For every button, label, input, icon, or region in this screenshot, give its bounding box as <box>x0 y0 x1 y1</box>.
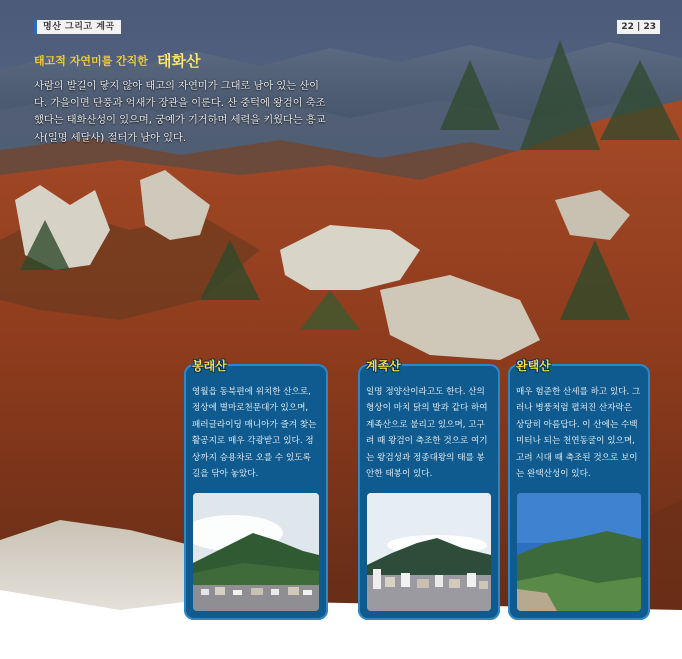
card-line: 정상에 별마로천문대가 있으며, <box>192 403 309 414</box>
card-title: 계족산 <box>366 359 401 373</box>
article-subtitle: 태고적 자연미를 간직한 <box>34 54 148 68</box>
card-line: 활공지로 매우 각광받고 있다. 정 <box>192 436 314 447</box>
card-line: 는 완택산성이 있다. <box>516 469 591 480</box>
card-line: 매우 험준한 산세를 하고 있다. 그 <box>516 387 641 397</box>
intro-line: 다. 가을이면 단풍과 억새가 장관을 이룬다. 산 중턱에 왕검이 축조 <box>34 98 326 110</box>
card-line: 영월읍 동북편에 위치한 산으로, <box>192 387 311 397</box>
card-line: 형상이 마치 닭의 발과 같다 하여 <box>366 403 488 414</box>
article-heading: 태화산 <box>157 52 201 70</box>
mountain-card-bongraesan <box>184 359 328 620</box>
mountain-card-gyejoksan <box>358 359 500 620</box>
card-line: 계족산으로 불리고 있으며, 고구 <box>366 419 485 430</box>
card-line: 상까지 승용차로 오를 수 있도록 <box>192 452 311 463</box>
card-line: 려 때 왕검이 축조한 것으로 여기 <box>366 436 488 447</box>
card-line: 는 왕검성과 정종대왕의 태를 봉 <box>366 452 485 463</box>
card-line: 상당히 아름답다. 이 산에는 수백 <box>516 419 638 430</box>
card-line: 패러글라이딩 매니아가 즐겨 찾는 <box>192 419 317 430</box>
intro-line: 사람의 발길이 닿지 않아 태고의 자연미가 그대로 남아 있는 산이 <box>34 81 320 92</box>
intro-paragraph <box>34 78 352 147</box>
card-line: 일명 정양산이라고도 한다. 산의 <box>366 387 485 397</box>
card-photo <box>517 493 641 611</box>
card-description <box>366 384 492 482</box>
card-line: 고려 시대 때 축조된 것으로 보이 <box>516 452 638 463</box>
card-photo <box>367 493 491 611</box>
card-line: 안한 태봉이 있다. <box>366 469 433 480</box>
article-title <box>34 50 201 71</box>
card-line: 러나 병풍처럼 펼쳐진 산자락은 <box>516 403 633 414</box>
intro-line: 했다는 태화산성이 있으며, 궁예가 기거하며 세력을 키웠다는 흥교 <box>34 115 326 127</box>
card-line: 미터나 되는 천연동굴이 있으며, <box>516 436 635 447</box>
mountain-card-wantaeksan <box>508 359 650 620</box>
card-description <box>192 384 320 482</box>
card-description <box>516 384 642 482</box>
card-line: 길을 닦아 놓았다. <box>192 469 259 480</box>
page-numbers: 22 | 23 <box>617 20 660 34</box>
intro-line: 사(일명 세달사) 절터가 남아 있다. <box>34 132 187 144</box>
card-title: 봉래산 <box>192 359 227 373</box>
card-photo <box>193 493 319 611</box>
card-title: 완택산 <box>516 359 551 373</box>
section-label: 명산 그리고 계곡 <box>34 20 121 34</box>
